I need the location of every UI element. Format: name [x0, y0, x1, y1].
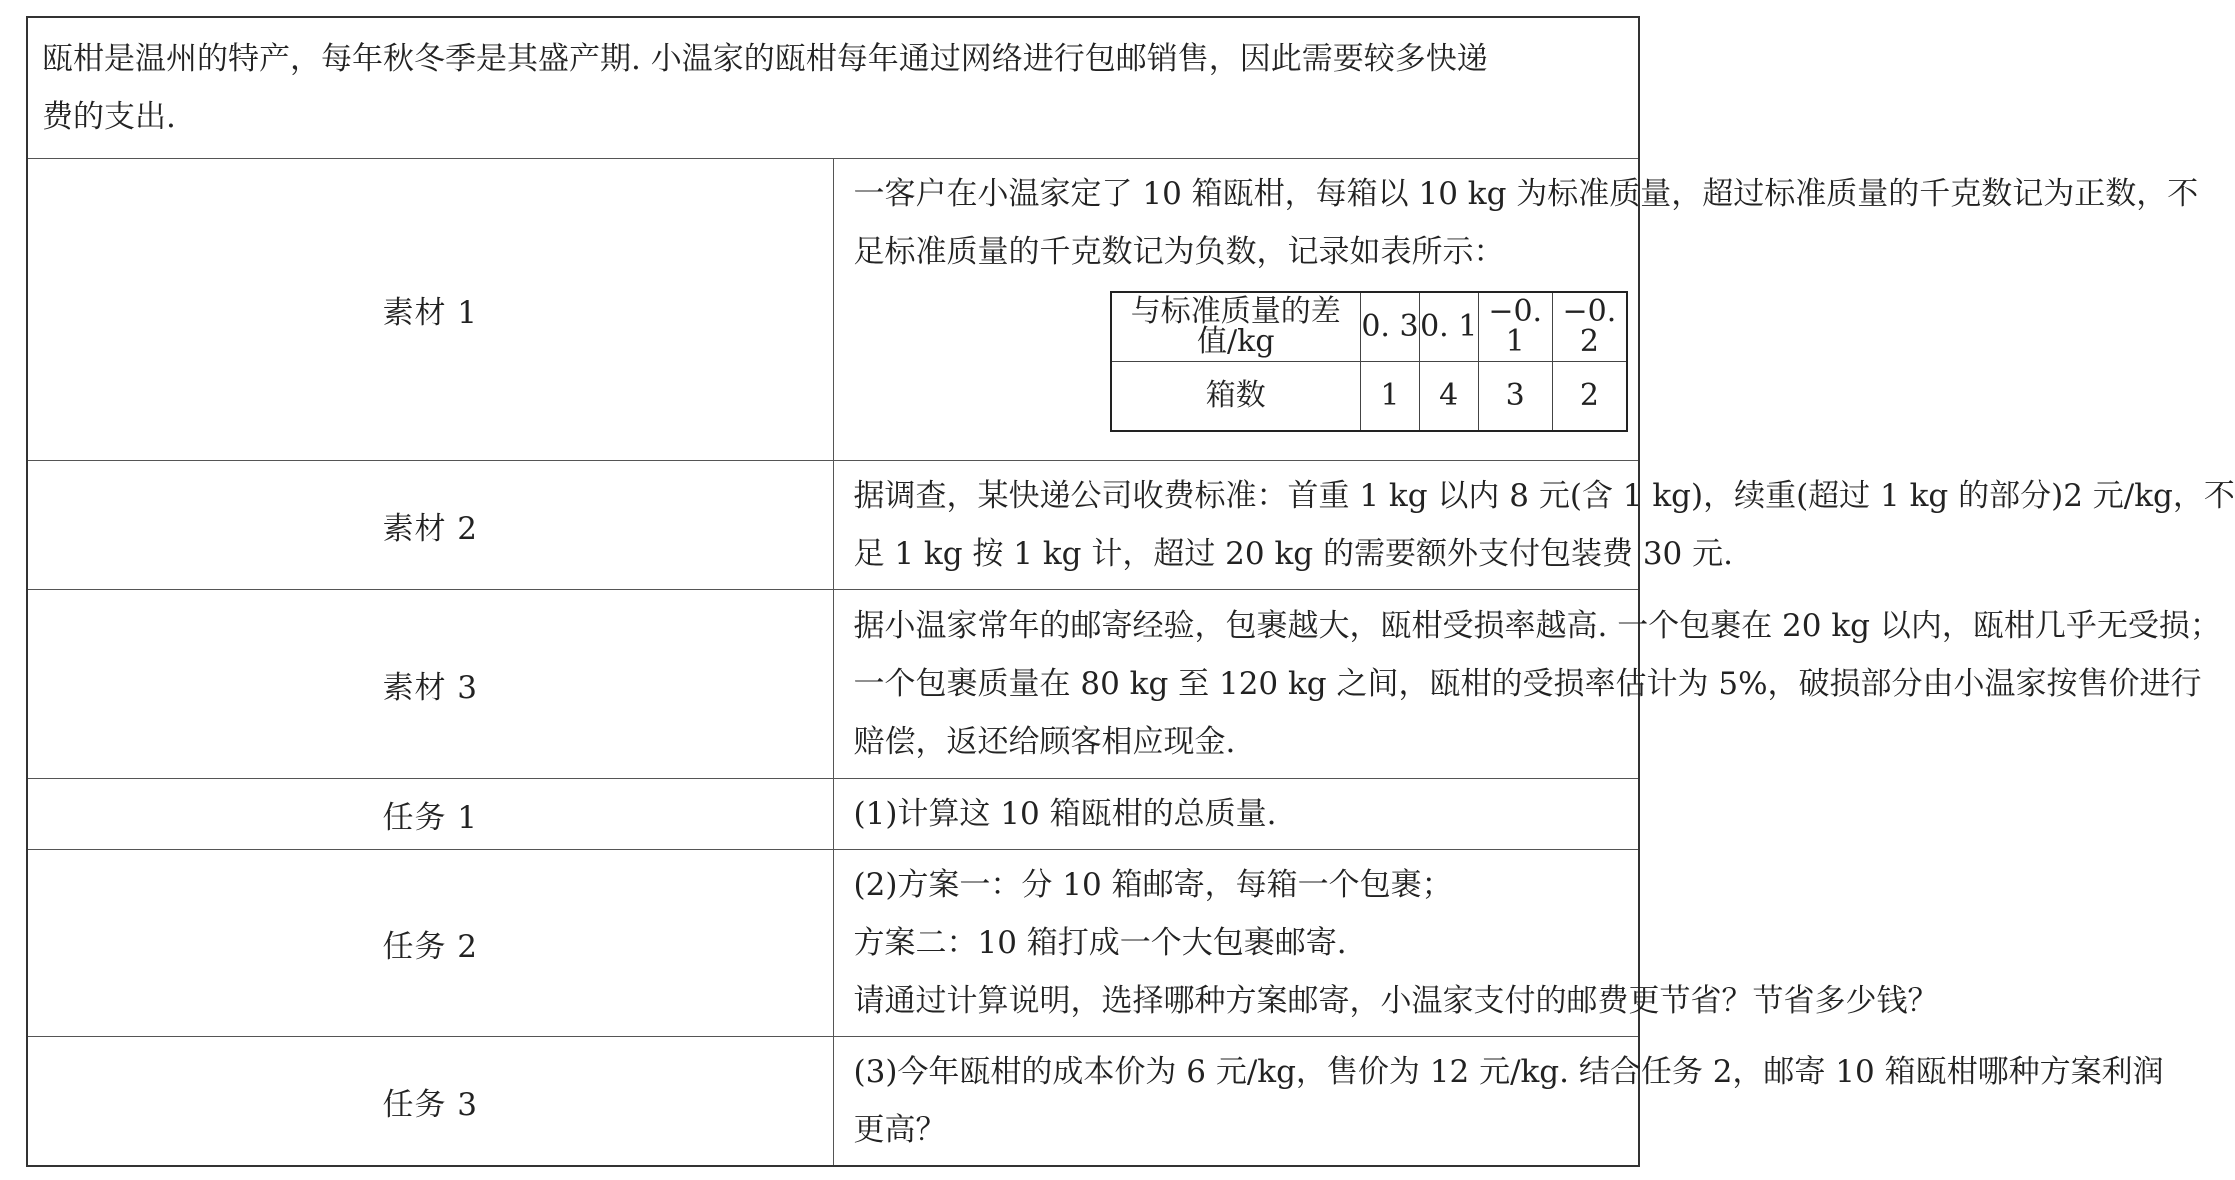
material-3-line-1: 据小温家常年的邮寄经验，包裹越大，瓯柑受损率越高. 一个包裹在 20 kg 以内，瓯柑几乎无受损； [853, 608, 2221, 644]
task-1-row [27, 779, 1639, 850]
task-3-row [27, 1037, 1639, 1167]
task-3-line-1: (3)今年瓯柑的成本价为 6 元/kg，售价为 12 元/kg. 结合任务 2，邮寄 10 箱瓯柑哪种方案利润 [853, 1054, 2164, 1090]
task-1-content [833, 779, 1639, 850]
box-count-header: 箱数 [1111, 362, 1361, 432]
task-1-label: 任务 1 [27, 779, 833, 850]
task-2-line-3: 请通过计算说明，选择哪种方案邮寄，小温家支付的邮费更节省？节省多少钱？ [853, 983, 1939, 1019]
intro-row [27, 17, 1639, 159]
task-2-line-2: 方案二：10 箱打成一个大包裹邮寄. [853, 925, 1347, 961]
intro-line-1: 瓯柑是温州的特产，每年秋冬季是其盛产期. 小温家的瓯柑每年通过网络进行包邮销售，因此需要较多快递 [42, 41, 1488, 77]
material-1-line-2: 足标准质量的千克数记为负数，记录如表所示： [853, 234, 1505, 270]
box-count-row [1111, 362, 1628, 432]
box-count-value: 2 [1552, 362, 1627, 432]
material-3-label: 素材 3 [27, 590, 833, 779]
task-2-content [833, 850, 1939, 1037]
difference-value: 0. 1 [1419, 292, 1478, 362]
difference-value: 0. 3 [1361, 292, 1420, 362]
intro-line-2: 费的支出. [42, 99, 176, 135]
difference-row [1111, 292, 1628, 362]
box-count-value: 1 [1361, 362, 1420, 432]
box-count-value: 3 [1478, 362, 1552, 432]
material-2-line-1: 据调查，某快递公司收费标准：首重 1 kg 以内 8 元(含 1 kg)，续重(超过 1 kg 的部分)2 元/kg，不 [853, 478, 2235, 514]
box-count-value: 4 [1419, 362, 1478, 432]
task-3-content [833, 1037, 2164, 1167]
material-1-label: 素材 1 [27, 159, 833, 461]
task-2-label: 任务 2 [27, 850, 833, 1037]
material-2-content [833, 461, 2235, 590]
material-1-line-1: 一客户在小温家定了 10 箱瓯柑，每箱以 10 kg 为标准质量，超过标准质量的千克数记为正数，不 [853, 176, 2199, 212]
material-3-line-3: 赔偿，返还给顾客相应现金. [853, 724, 1236, 760]
difference-value: −0. 1 [1478, 292, 1552, 362]
material-3-content [833, 590, 2221, 779]
material-2-line-2: 足 1 kg 按 1 kg 计，超过 20 kg 的需要额外支付包装费 30 元. [853, 536, 1733, 572]
difference-header: 与标准质量的差值/kg [1111, 292, 1361, 362]
material-2-row [27, 461, 1639, 590]
task-3-line-2: 更高？ [853, 1112, 947, 1148]
task-3-label: 任务 3 [27, 1037, 833, 1167]
task-1-line-1: (1)计算这 10 箱瓯柑的总质量. [853, 796, 1277, 832]
task-2-line-1: (2)方案一：分 10 箱邮寄，每箱一个包裹； [853, 867, 1453, 903]
material-3-row [27, 590, 1639, 779]
weight-difference-table [1110, 291, 1629, 432]
intro-text [27, 17, 1639, 159]
material-3-line-2: 一个包裹质量在 80 kg 至 120 kg 之间，瓯柑的受损率估计为 5%，破损部分由小温家按售价进行 [853, 666, 2202, 702]
task-2-row [27, 850, 1639, 1037]
material-1-content [833, 159, 2199, 461]
worksheet-table [26, 16, 2235, 1167]
difference-value: −0. 2 [1552, 292, 1627, 362]
material-1-row [27, 159, 1639, 461]
material-2-label: 素材 2 [27, 461, 833, 590]
